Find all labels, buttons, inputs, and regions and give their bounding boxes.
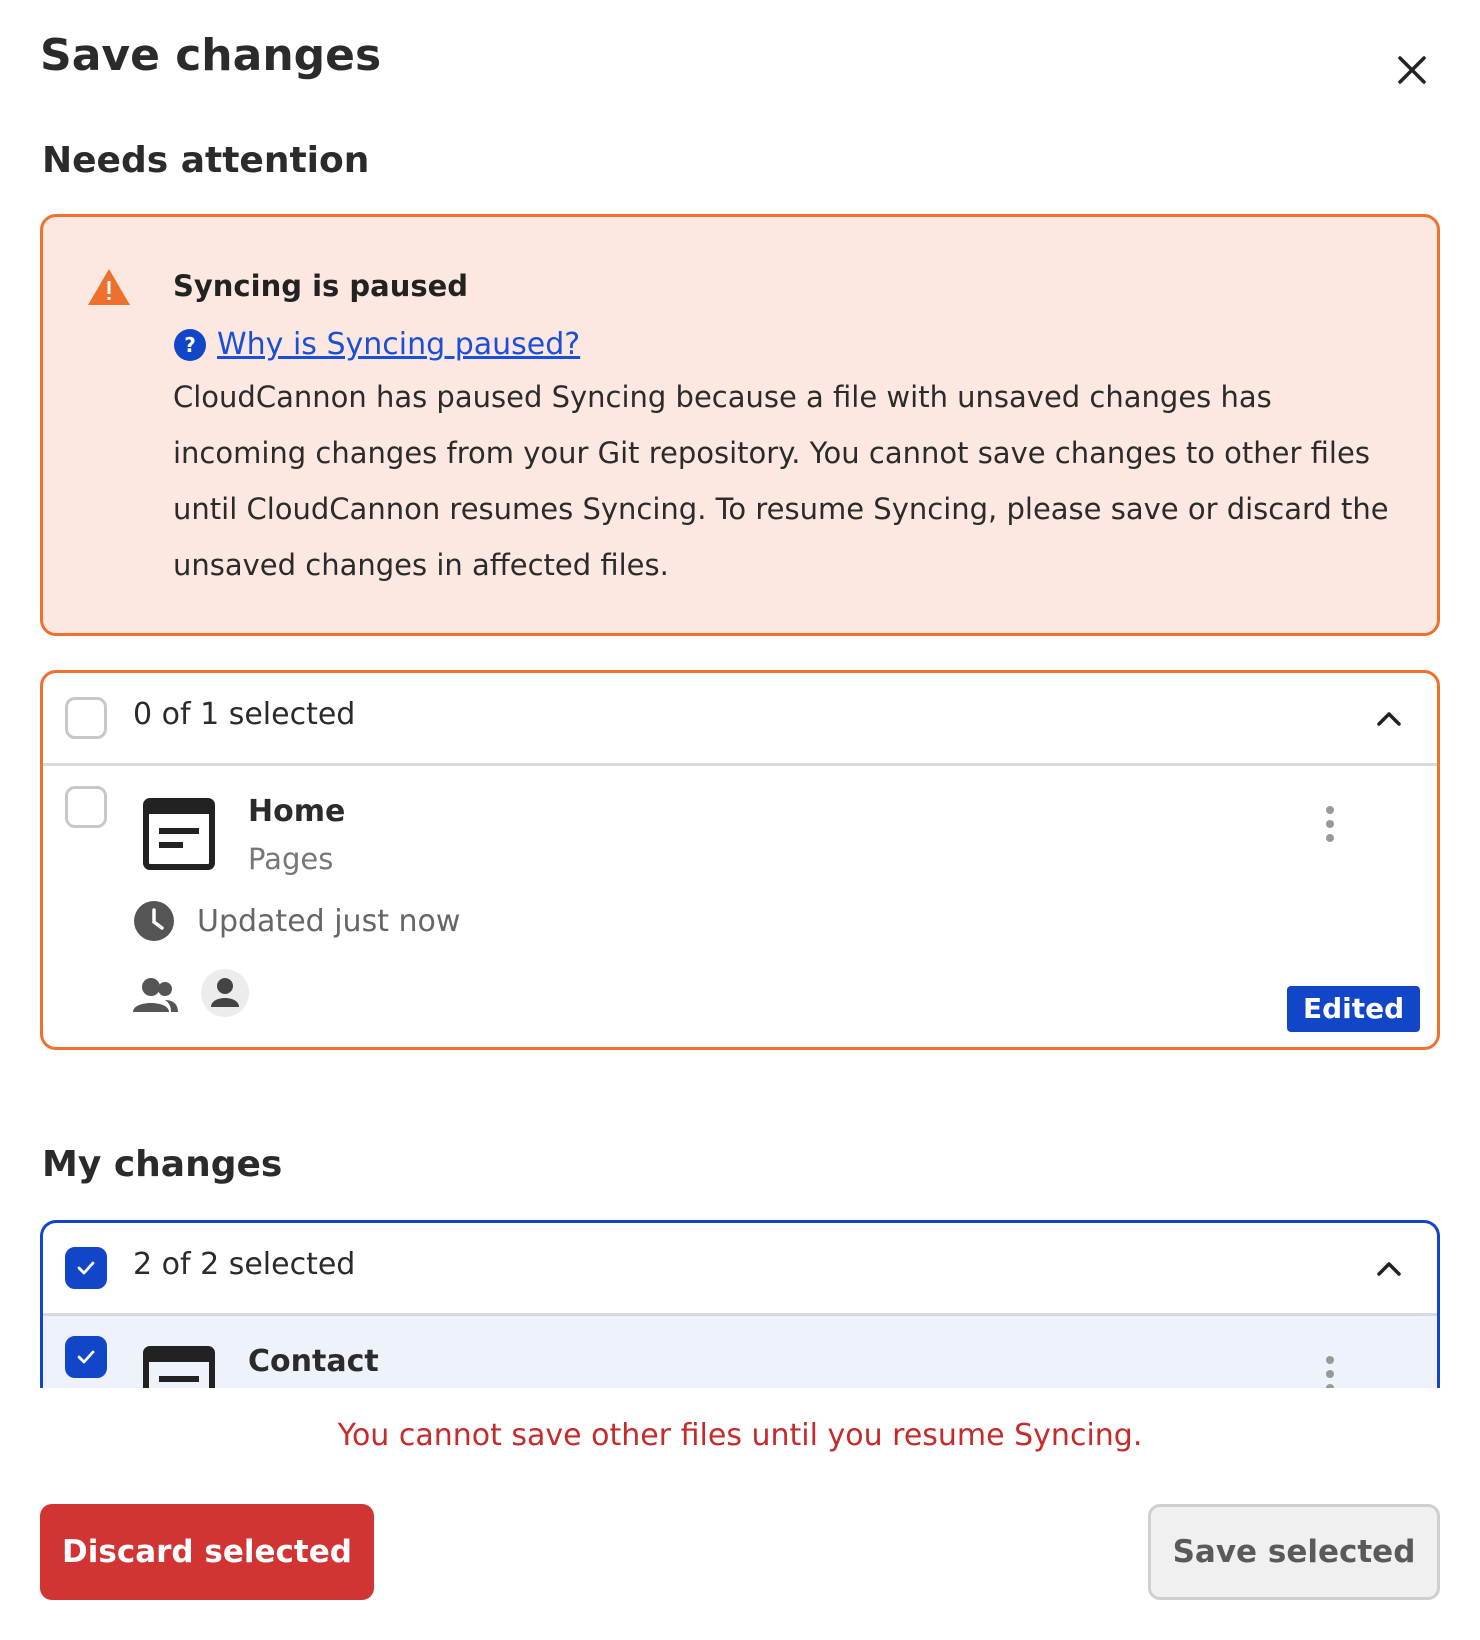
clock-icon (133, 900, 175, 942)
group-header (43, 673, 1437, 766)
alert-help-link-row (173, 327, 580, 362)
file-checkbox[interactable] (65, 1336, 107, 1378)
help-circle-icon (173, 328, 207, 362)
chevron-up-icon[interactable] (1373, 1253, 1405, 1285)
edited-badge: Edited (1287, 986, 1420, 1032)
select-all-checkbox[interactable] (65, 1247, 107, 1289)
my-changes-heading: My changes (42, 1144, 283, 1185)
page-file-icon (143, 1346, 215, 1388)
updated-row (133, 900, 460, 942)
warning-icon (87, 267, 131, 307)
needs-attention-file-group (40, 670, 1440, 1050)
why-syncing-paused-link[interactable]: Why is Syncing paused? (217, 327, 581, 362)
check-icon (74, 1256, 98, 1280)
my-changes-file-group (40, 1220, 1440, 1388)
select-all-checkbox[interactable] (65, 697, 107, 739)
updated-timestamp: Updated just now (197, 903, 461, 939)
file-checkbox[interactable] (65, 786, 107, 828)
close-icon[interactable] (1390, 48, 1434, 92)
file-name: Home (248, 794, 346, 829)
file-row-contact[interactable] (43, 1316, 1437, 1388)
alert-title: Syncing is paused (173, 269, 469, 303)
dialog-title: Save changes (40, 30, 382, 81)
group-header (43, 1223, 1437, 1316)
file-collection: Pages (248, 842, 334, 876)
syncing-paused-alert (40, 214, 1440, 636)
page-file-icon (143, 798, 215, 870)
sync-error-message: You cannot save other files until you resume Syncing. (337, 1418, 1143, 1453)
check-icon (74, 1345, 98, 1369)
more-options-icon[interactable] (1315, 804, 1345, 844)
save-selected-button[interactable]: Save selected (1148, 1504, 1440, 1600)
chevron-up-icon[interactable] (1373, 703, 1405, 735)
file-name: Contact (248, 1344, 379, 1379)
svg-text:?: ? (184, 332, 196, 357)
avatar (201, 969, 249, 1017)
users-icon (131, 976, 179, 1016)
selection-count: 0 of 1 selected (133, 697, 356, 732)
needs-attention-heading: Needs attention (42, 140, 370, 181)
selection-count: 2 of 2 selected (133, 1247, 356, 1282)
more-options-icon[interactable] (1315, 1354, 1345, 1388)
discard-selected-button[interactable]: Discard selected (40, 1504, 374, 1600)
alert-body: CloudCannon has paused Syncing because a file with unsaved changes has incoming changes from your Git repository. You cannot save changes to other files until CloudCannon resumes Syncing. To resume Syncing, please save or discard the unsaved changes in affected files. (173, 380, 1389, 582)
file-row-home[interactable] (43, 766, 1437, 1048)
